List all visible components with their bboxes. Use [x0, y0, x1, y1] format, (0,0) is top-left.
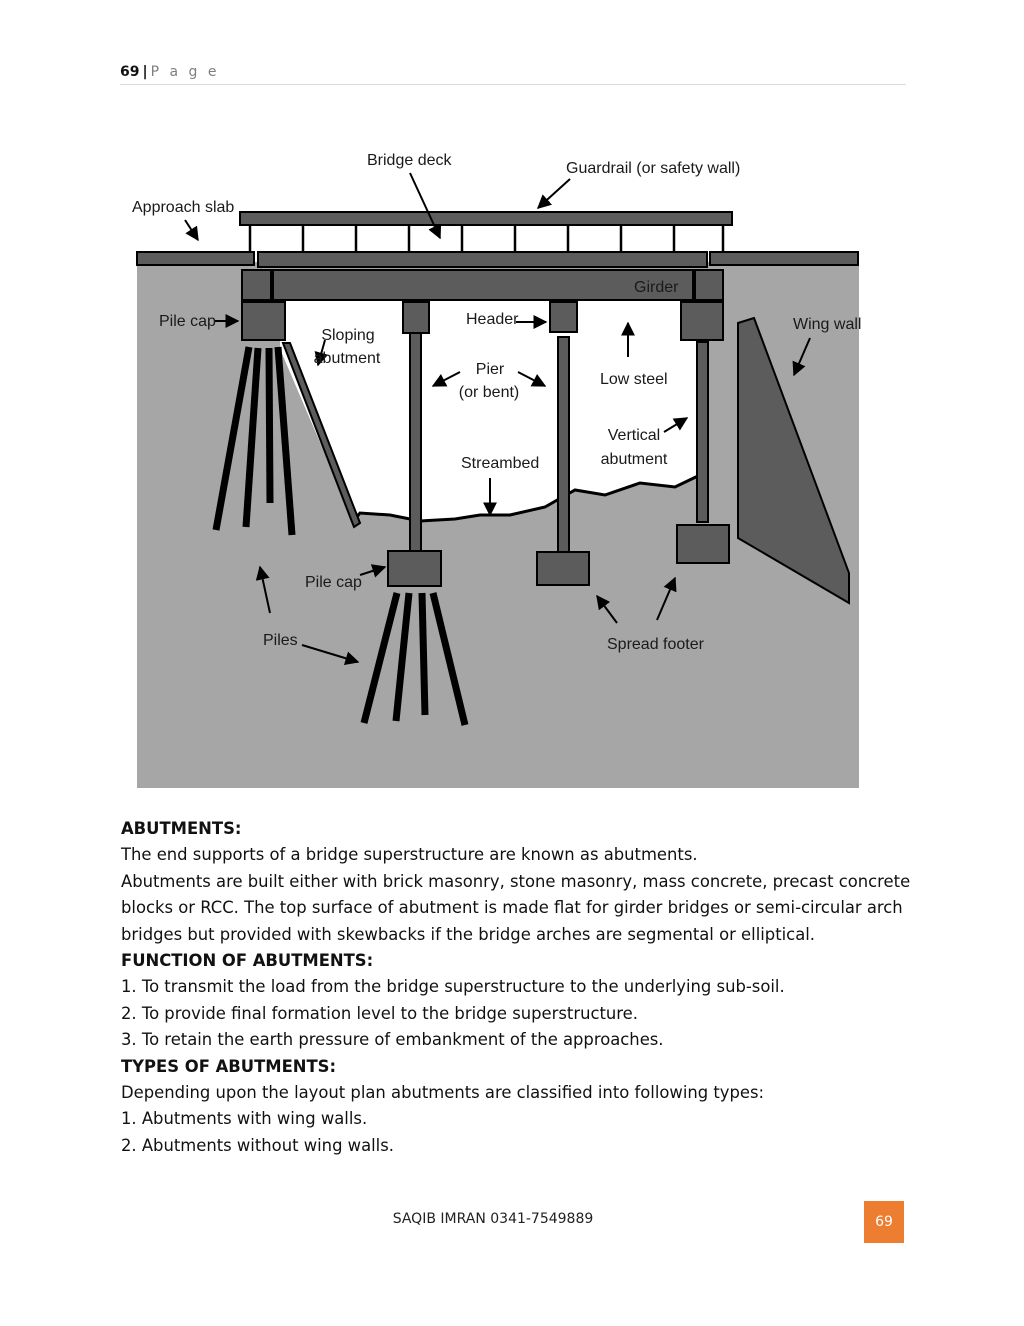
label-sloping-1: Sloping — [321, 327, 375, 344]
spread-footer-right — [677, 525, 729, 563]
footer-author: SAQIB IMRAN 0341-7549889 — [392, 1211, 594, 1227]
function-item-1: 1. To transmit the load from the bridge superstructure to the underlying sub-soil. — [121, 977, 785, 997]
types-heading: TYPES OF ABUTMENTS: — [121, 1056, 337, 1076]
label-spread-footer: Spread footer — [607, 636, 704, 653]
label-pier-2: (or bent) — [458, 384, 520, 401]
body-text — [121, 816, 911, 1159]
header-page-word: P a g e — [150, 64, 220, 80]
abutments-heading: ABUTMENTS: — [121, 819, 242, 838]
label-vertical-1: Vertical — [607, 427, 661, 444]
bridge-deck — [258, 252, 707, 267]
header-separator: | — [142, 64, 148, 80]
label-approach-slab: Approach slab — [132, 199, 235, 216]
girder-bearing-right — [695, 270, 723, 300]
approach-slab-left — [137, 252, 254, 265]
label-vertical-2: abutment — [600, 451, 668, 468]
types-item-1: 1. Abutments with wing walls. — [121, 1109, 368, 1129]
label-streambed: Streambed — [461, 455, 540, 472]
label-bridge-deck: Bridge deck — [367, 152, 452, 169]
pile-cap-left — [242, 302, 285, 340]
types-item-2: 2. Abutments without wing walls. — [121, 1135, 394, 1155]
label-piles: Piles — [263, 632, 298, 649]
label-pile-cap-bottom: Pile cap — [305, 574, 362, 591]
abutments-paragraph-1: The end supports of a bridge superstructure are known as abutments. — [121, 845, 698, 865]
header-page-number: 69 — [120, 64, 140, 80]
header-pier-2 — [550, 302, 577, 332]
guardrail-top — [240, 212, 732, 225]
label-pile-cap-top: Pile cap — [159, 313, 216, 330]
abutments-paragraph-2: Abutments are built either with brick masonry, stone masonry, mass concrete, precast concrete blocks or RCC. The top surface of abutment is made flat for girder bridges or semi-circular arch bridges but provided with skewbacks if the bridge arches are segmental or elliptical. — [121, 871, 911, 944]
function-item-2: 2. To provide final formation level to the bridge superstructure. — [121, 1003, 638, 1023]
pier-1-column — [410, 333, 421, 551]
label-girder: Girder — [634, 279, 679, 296]
spread-footer-pier — [537, 552, 589, 585]
label-guardrail: Guardrail (or safety wall) — [566, 160, 741, 177]
label-header: Header — [466, 311, 519, 328]
guardrail-posts — [250, 225, 723, 252]
types-intro: Depending upon the layout plan abutments are classified into following types: — [121, 1083, 765, 1103]
page-header — [120, 62, 906, 85]
label-low-steel: Low steel — [600, 371, 668, 388]
function-heading: FUNCTION OF ABUTMENTS: — [121, 951, 374, 971]
label-pier-1: Pier — [475, 361, 505, 378]
pier-2-column — [558, 337, 569, 552]
girder — [273, 270, 693, 300]
header-pier-1 — [403, 302, 429, 333]
label-sloping-2: abutment — [313, 350, 381, 367]
bridge-diagram — [120, 135, 880, 790]
pile-cap-bottom — [388, 551, 441, 586]
page-number-badge: 69 — [864, 1201, 904, 1243]
vertical-abutment — [697, 342, 708, 522]
girder-bearing-left — [242, 270, 271, 300]
header-right — [681, 302, 723, 340]
approach-slab-right — [710, 252, 858, 265]
function-item-3: 3. To retain the earth pressure of embankment of the approaches. — [121, 1030, 664, 1050]
label-wing-wall: Wing wall — [793, 316, 862, 333]
